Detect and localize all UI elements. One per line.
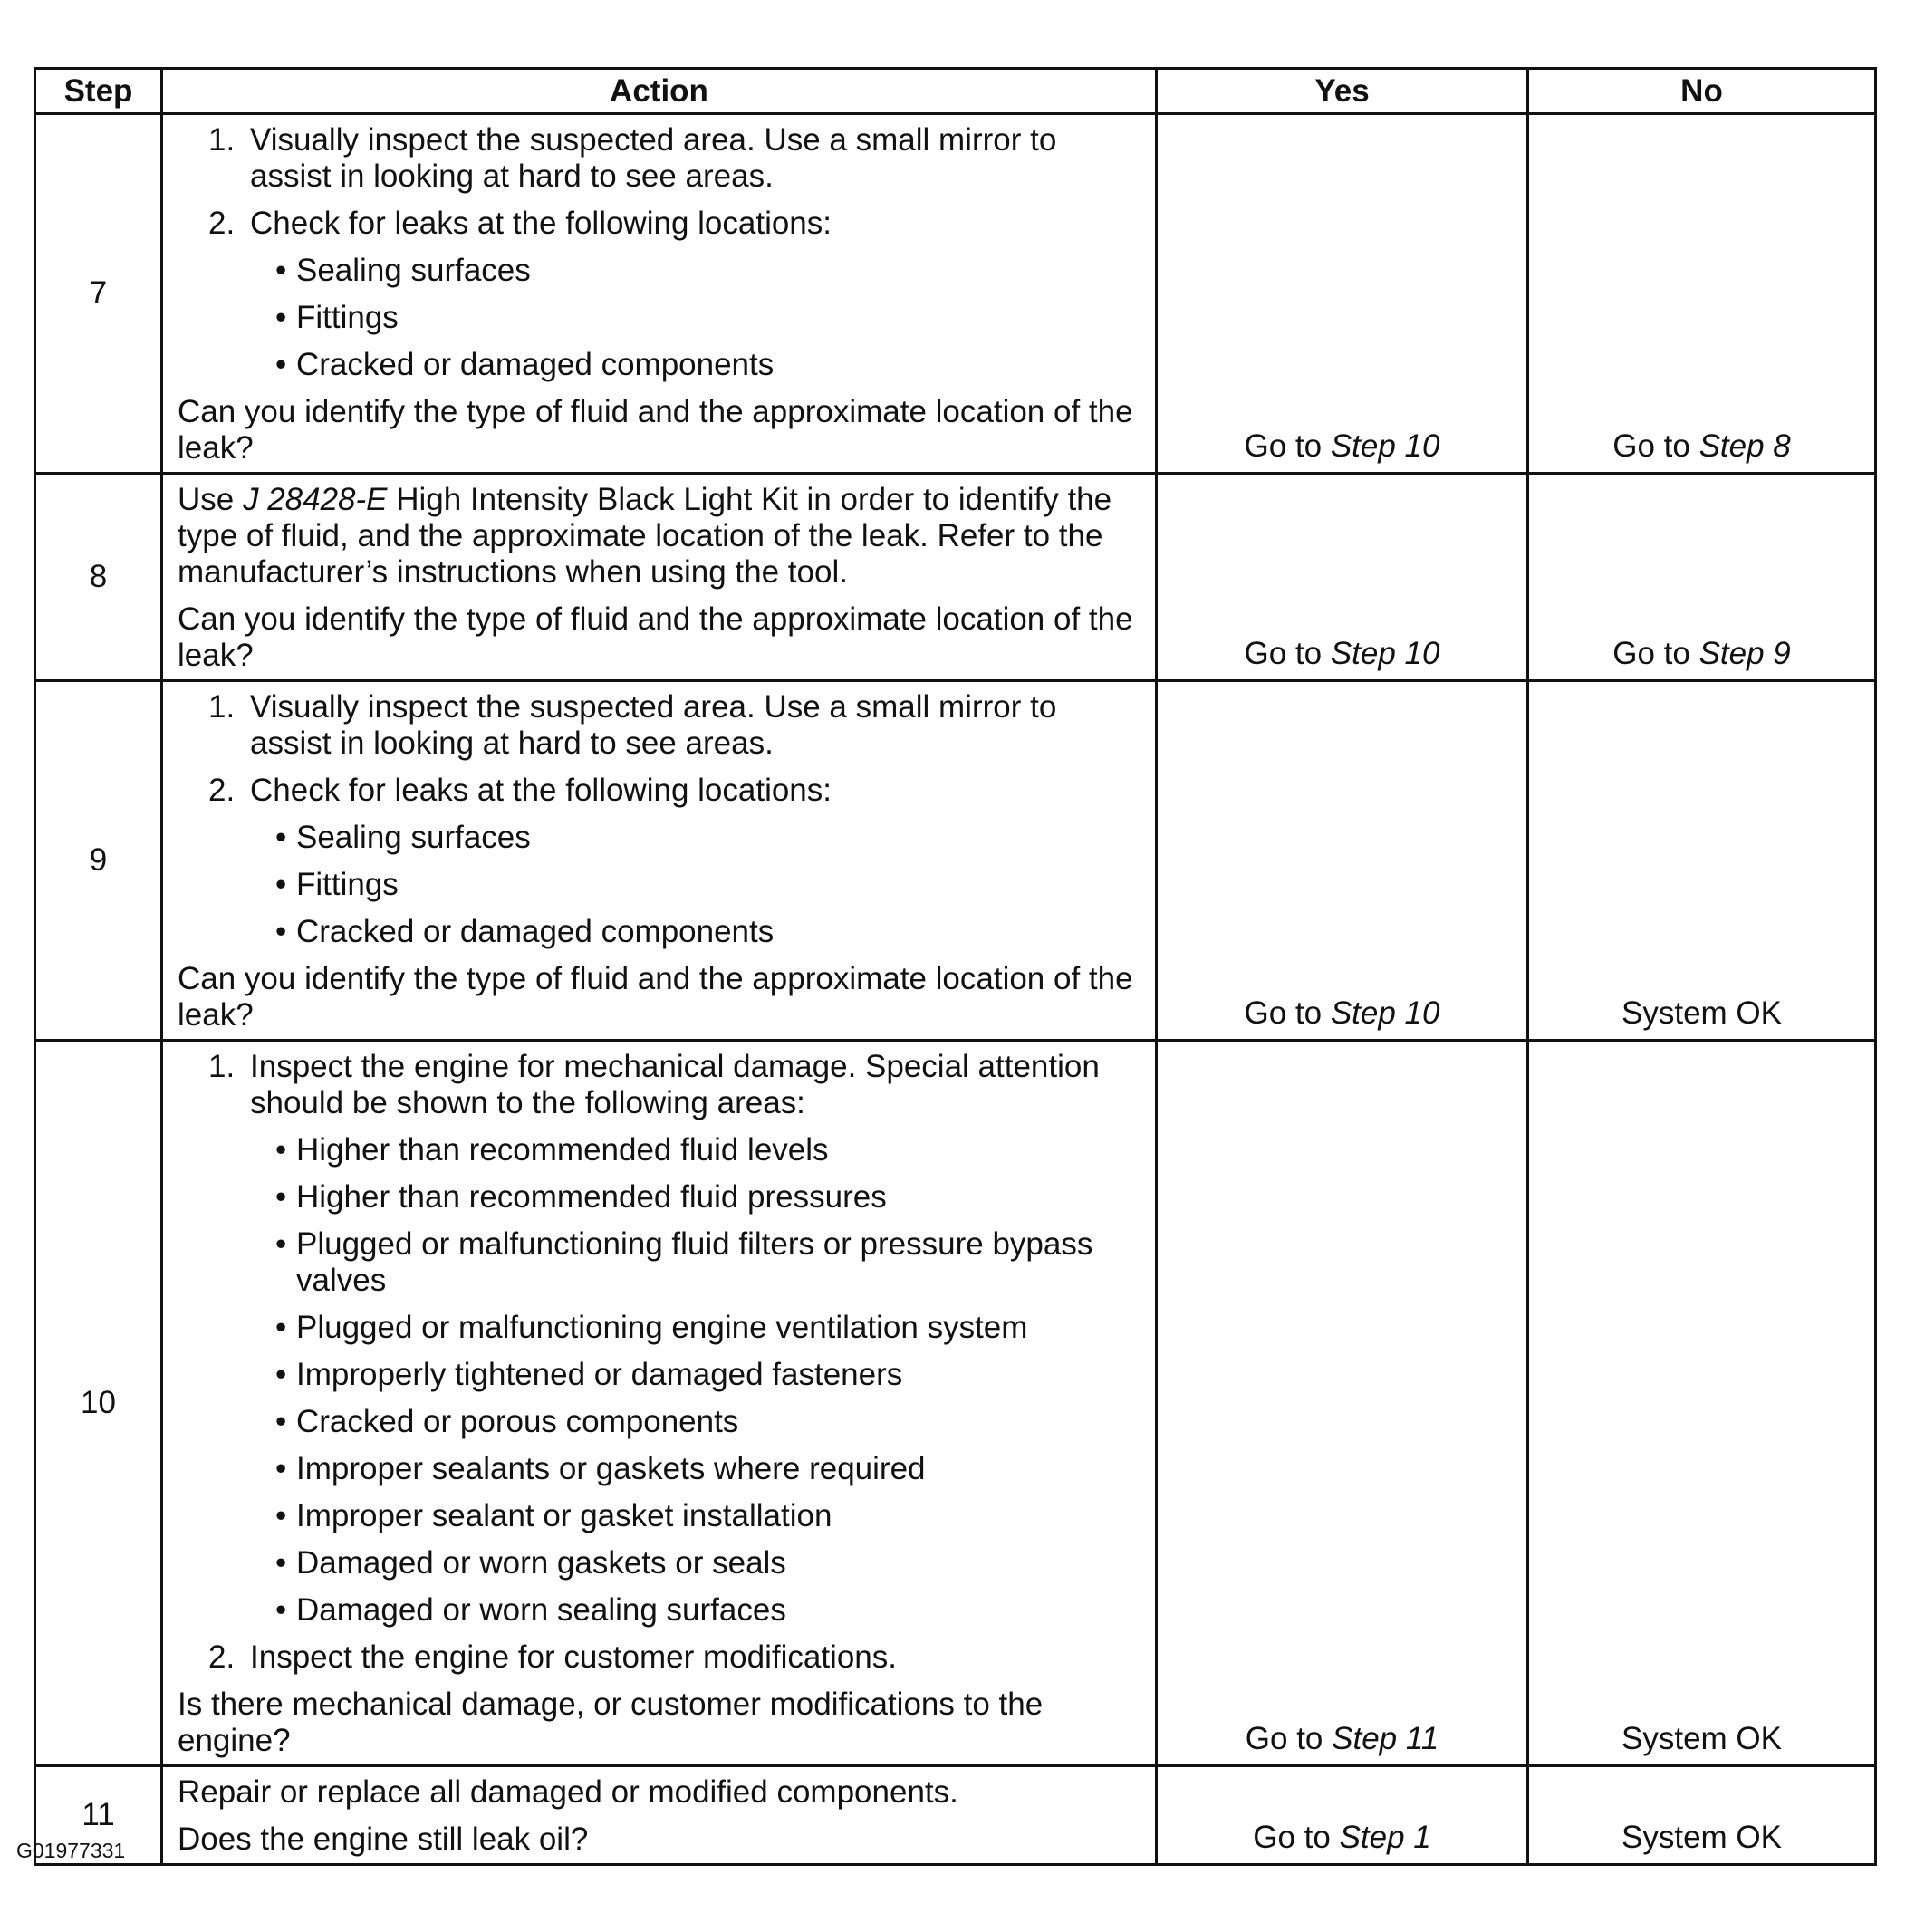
bullet-dot-icon: •	[275, 1357, 287, 1392]
instruction-text	[178, 482, 1137, 591]
bullet-dot-icon: •	[275, 1498, 287, 1533]
bullet-dot-icon: •	[275, 1179, 287, 1215]
figure-id: G01977331	[16, 1839, 126, 1862]
numbered-item	[178, 1639, 1137, 1676]
bullet-dot-icon: •	[275, 867, 287, 902]
bullet-dot-icon: •	[275, 820, 287, 855]
bullet-item	[178, 1498, 1137, 1534]
no-cell: System OK	[1528, 1041, 1876, 1766]
yes-cell	[1157, 681, 1528, 1041]
no-cell	[1528, 114, 1876, 474]
bullet-dot-icon: •	[275, 1310, 287, 1345]
yes-prefix: Go to	[1244, 995, 1331, 1031]
header-row	[35, 69, 1876, 114]
item-number: 1.	[208, 122, 236, 158]
no-prefix: Go to	[1612, 636, 1699, 671]
action-cell	[162, 1041, 1157, 1766]
bullet-text: Improper sealants or gaskets where required	[296, 1451, 926, 1486]
tool-reference: J 28428-E	[242, 482, 388, 517]
question-text: Can you identify the type of fluid and the approximate location of the leak?	[178, 601, 1133, 673]
no-step-link[interactable]: Step 9	[1698, 636, 1791, 671]
bullet-dot-icon: •	[275, 347, 287, 382]
bullet-item	[178, 1357, 1137, 1393]
bullet-text: Fittings	[296, 867, 399, 902]
bullet-dot-icon: •	[275, 1404, 287, 1439]
instruction-text: Repair or replace all damaged or modified components.	[178, 1774, 958, 1810]
bullet-text: Sealing surfaces	[296, 820, 531, 855]
item-text: Visually inspect the suspected area. Use a small mirror to assist in looking at hard to see areas.	[250, 122, 1057, 194]
header-step: Step	[35, 69, 162, 114]
item-number: 1.	[208, 689, 236, 725]
bullet-item	[178, 1226, 1137, 1299]
bullet-text: Damaged or worn gaskets or seals	[296, 1545, 786, 1581]
yes-cell	[1157, 1766, 1528, 1865]
bullet-text: Cracked or porous components	[296, 1404, 739, 1439]
instruction-prefix: Use	[178, 482, 243, 517]
yes-prefix: Go to	[1244, 428, 1331, 464]
bullet-dot-icon: •	[275, 914, 287, 949]
yes-prefix: Go to	[1245, 1721, 1333, 1756]
yes-cell	[1157, 114, 1528, 474]
bullet-text: Cracked or damaged components	[296, 914, 775, 949]
bullet-text: Plugged or malfunctioning engine ventilation system	[296, 1310, 1028, 1345]
numbered-item	[178, 1049, 1137, 1121]
no-prefix: Go to	[1612, 428, 1699, 464]
bullet-text: Improperly tightened or damaged fasteners	[296, 1357, 903, 1392]
diagnostic-table-wrapper	[34, 67, 1874, 1866]
bullet-item	[178, 820, 1137, 856]
bullet-text: Fittings	[296, 300, 399, 335]
header-no: No	[1528, 69, 1876, 114]
item-text: Visually inspect the suspected area. Use a small mirror to assist in looking at hard to see areas.	[250, 689, 1057, 761]
bullet-item	[178, 1451, 1137, 1487]
step-number: 11	[35, 1766, 162, 1865]
yes-step-link[interactable]: Step 11	[1332, 1721, 1439, 1756]
bullet-dot-icon: •	[275, 1132, 287, 1168]
bullet-text: Sealing surfaces	[296, 253, 531, 288]
step-number: 10	[35, 1041, 162, 1766]
table-row-step-7	[35, 114, 1876, 474]
item-text: Inspect the engine for mechanical damage. Special attention should be shown to the following areas:	[250, 1049, 1100, 1120]
bullet-text: Plugged or malfunctioning fluid filters or pressure bypass valves	[296, 1226, 1093, 1298]
no-cell: System OK	[1528, 1766, 1876, 1865]
bullet-dot-icon: •	[275, 1545, 287, 1581]
action-cell	[162, 114, 1157, 474]
numbered-item	[178, 773, 1137, 809]
table-row-step-11	[35, 1766, 1876, 1865]
bullet-item	[178, 914, 1137, 950]
table-row-step-9	[35, 681, 1876, 1041]
numbered-item	[178, 689, 1137, 762]
bullet-dot-icon: •	[275, 253, 287, 288]
bullet-item	[178, 1545, 1137, 1581]
yes-step-link[interactable]: Step 10	[1330, 636, 1440, 671]
yes-cell	[1157, 474, 1528, 681]
no-cell: System OK	[1528, 681, 1876, 1041]
bullet-item	[178, 1132, 1137, 1168]
item-number: 2.	[208, 206, 236, 241]
yes-prefix: Go to	[1253, 1820, 1340, 1855]
table-row-step-10	[35, 1041, 1876, 1766]
bullet-text: Higher than recommended fluid pressures	[296, 1179, 887, 1215]
numbered-item	[178, 206, 1137, 242]
action-cell	[162, 474, 1157, 681]
bullet-item	[178, 1404, 1137, 1440]
yes-step-link[interactable]: Step 10	[1330, 428, 1440, 464]
no-cell	[1528, 474, 1876, 681]
question-text: Can you identify the type of fluid and the approximate location of the leak?	[178, 394, 1133, 466]
bullet-item	[178, 1592, 1137, 1629]
numbered-item	[178, 122, 1137, 195]
bullet-dot-icon: •	[275, 300, 287, 335]
action-cell	[162, 681, 1157, 1041]
bullet-dot-icon: •	[275, 1226, 287, 1262]
item-number: 2.	[208, 1639, 236, 1675]
instruction-body: High Intensity Black Light Kit in order to identify the type of fluid, and the approximate location of the leak. Refer to the manufacturer’s instructions when using the tool.	[178, 482, 1112, 590]
item-text: Inspect the engine for customer modifications.	[250, 1639, 897, 1675]
yes-cell	[1157, 1041, 1528, 1766]
action-cell	[162, 1766, 1157, 1865]
yes-step-link[interactable]: Step 1	[1339, 1820, 1431, 1855]
item-text: Check for leaks at the following locations:	[250, 206, 832, 241]
bullet-item	[178, 1310, 1137, 1346]
step-number: 9	[35, 681, 162, 1041]
item-number: 1.	[208, 1049, 236, 1084]
question-text: Can you identify the type of fluid and the approximate location of the leak?	[178, 961, 1133, 1033]
diagnostic-table	[34, 67, 1877, 1866]
yes-prefix: Go to	[1244, 636, 1331, 671]
bullet-text: Higher than recommended fluid levels	[296, 1132, 829, 1168]
bullet-dot-icon: •	[275, 1451, 287, 1486]
header-action: Action	[162, 69, 1157, 114]
table-row-step-8	[35, 474, 1876, 681]
bullet-item	[178, 347, 1137, 383]
bullet-text: Damaged or worn sealing surfaces	[296, 1592, 786, 1628]
bullet-item	[178, 1179, 1137, 1216]
bullet-item	[178, 300, 1137, 336]
header-yes: Yes	[1157, 69, 1528, 114]
question-text: Is there mechanical damage, or customer modifications to the engine?	[178, 1687, 1044, 1758]
item-text: Check for leaks at the following locations:	[250, 773, 832, 808]
bullet-dot-icon: •	[275, 1592, 287, 1628]
question-text: Does the engine still leak oil?	[178, 1821, 589, 1857]
bullet-text: Improper sealant or gasket installation	[296, 1498, 832, 1533]
bullet-item	[178, 867, 1137, 903]
item-number: 2.	[208, 773, 236, 808]
yes-step-link[interactable]: Step 10	[1330, 995, 1440, 1031]
step-number: 7	[35, 114, 162, 474]
step-number: 8	[35, 474, 162, 681]
bullet-item	[178, 253, 1137, 289]
no-step-link[interactable]: Step 8	[1698, 428, 1791, 464]
bullet-text: Cracked or damaged components	[296, 347, 775, 382]
